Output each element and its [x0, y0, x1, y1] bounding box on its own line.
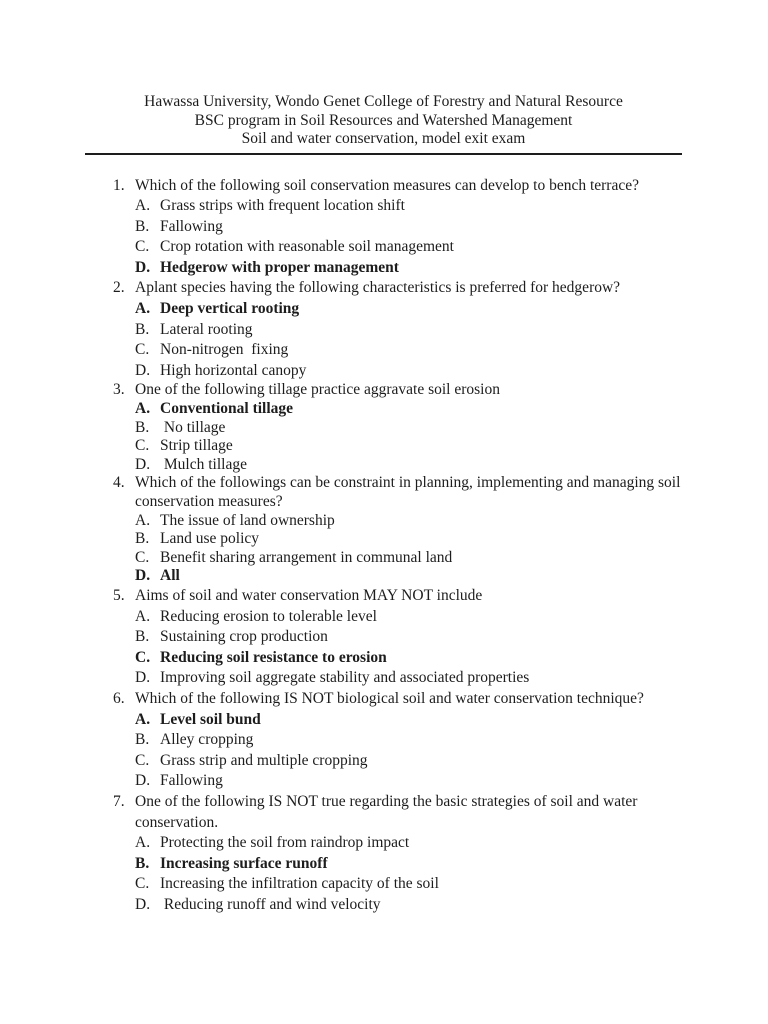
option-letter: A.	[135, 511, 151, 529]
option-row	[135, 854, 682, 875]
option-row	[135, 730, 682, 751]
option-row	[135, 217, 682, 238]
header-university-line: Hawassa University, Wondo Genet College of Forestry and Natural Resource	[144, 93, 623, 110]
option-letter: A.	[135, 400, 151, 418]
option-text: Improving soil aggregate stability and associated properties	[160, 669, 530, 687]
question-body	[135, 474, 682, 586]
option-letter: A.	[135, 607, 151, 625]
option-letter: D.	[135, 567, 151, 585]
option-text: Protecting the soil from raindrop impact	[160, 834, 410, 852]
question-text: Which of the following IS NOT biological soil and water conservation technique?	[135, 689, 644, 707]
option-row	[135, 895, 682, 916]
option-text: Alley cropping	[160, 731, 254, 749]
question-number: 7.	[113, 792, 125, 810]
option-text: Reducing soil resistance to erosion	[160, 648, 387, 666]
question-body	[135, 689, 682, 792]
option-row	[135, 549, 682, 568]
question-text: Aplant species having the following characteristics is preferred for hedgerow?	[135, 279, 621, 297]
document-header	[85, 93, 682, 149]
option-text: Increasing the infiltration capacity of the soil	[160, 875, 439, 893]
option-row	[135, 530, 682, 549]
question-body	[135, 586, 682, 689]
option-letter: C.	[135, 437, 150, 455]
option-letter: B.	[135, 854, 150, 872]
question-number: 3.	[113, 381, 125, 399]
option-row	[135, 512, 682, 531]
question-text: One of the following IS NOT true regarding the basic strategies of soil and water conservation.	[135, 792, 638, 831]
question-text: Which of the followings can be constraint in planning, implementing and managing soil conservation measures?	[135, 474, 681, 510]
option-text: Crop rotation with reasonable soil management	[160, 238, 454, 256]
option-row	[135, 320, 682, 341]
question-body	[135, 278, 682, 381]
question-item-4	[85, 474, 682, 586]
option-row	[135, 751, 682, 772]
option-letter: D.	[135, 772, 151, 790]
option-text: No tillage	[160, 418, 226, 436]
option-text: Hedgerow with proper management	[160, 258, 399, 276]
option-row	[135, 437, 682, 456]
option-letter: C.	[135, 548, 150, 566]
option-text: Deep vertical rooting	[160, 300, 300, 318]
option-row	[135, 607, 682, 628]
question-number: 1.	[113, 176, 125, 194]
option-row	[135, 299, 682, 320]
question-body	[135, 792, 682, 916]
option-letter: C.	[135, 648, 151, 666]
option-row	[135, 710, 682, 731]
option-letter: B.	[135, 217, 150, 235]
question-number: 2.	[113, 279, 125, 297]
option-letter: B.	[135, 320, 150, 338]
question-number: 4.	[113, 474, 125, 492]
option-text: Mulch tillage	[160, 455, 247, 473]
option-letter: C.	[135, 238, 150, 256]
option-letter: A.	[135, 300, 151, 318]
option-letter: B.	[135, 731, 150, 749]
header-divider	[85, 153, 682, 155]
option-letter: D.	[135, 258, 151, 276]
question-list	[85, 176, 682, 916]
question-item-3	[85, 381, 682, 474]
option-text: Grass strips with frequent location shift	[160, 197, 405, 215]
question-text: Which of the following soil conservation measures can develop to bench terrace?	[135, 176, 639, 194]
option-row	[135, 567, 682, 586]
option-text: The issue of land ownership	[160, 511, 335, 529]
question-number: 6.	[113, 689, 125, 707]
option-text: Level soil bund	[160, 710, 261, 728]
option-row	[135, 361, 682, 382]
option-row	[135, 668, 682, 689]
option-text: Strip tillage	[160, 437, 233, 455]
question-item-6	[85, 689, 682, 792]
option-row	[135, 627, 682, 648]
option-text: Grass strip and multiple cropping	[160, 751, 368, 769]
option-letter: A.	[135, 197, 151, 215]
option-letter: B.	[135, 530, 150, 548]
question-text: One of the following tillage practice aggravate soil erosion	[135, 381, 500, 399]
option-text: Increasing surface runoff	[160, 854, 328, 872]
option-row	[135, 237, 682, 258]
option-letter: C.	[135, 341, 150, 359]
option-row	[135, 419, 682, 438]
option-letter: D.	[135, 669, 151, 687]
question-body	[135, 176, 682, 279]
option-letter: D.	[135, 361, 151, 379]
option-row	[135, 648, 682, 669]
option-row	[135, 258, 682, 279]
option-row	[135, 771, 682, 792]
option-text: Benefit sharing arrangement in communal land	[160, 548, 453, 566]
question-item-7	[85, 792, 682, 916]
option-row	[135, 874, 682, 895]
option-row	[135, 456, 682, 475]
option-text: Fallowing	[160, 772, 223, 790]
option-row	[135, 196, 682, 217]
option-letter: C.	[135, 875, 150, 893]
option-letter: A.	[135, 710, 151, 728]
option-text: Land use policy	[160, 530, 260, 548]
option-letter: B.	[135, 628, 150, 646]
option-text: All	[160, 567, 180, 585]
header-course-line: Soil and water conservation, model exit exam	[241, 130, 526, 147]
option-letter: A.	[135, 834, 151, 852]
option-text: Sustaining crop production	[160, 628, 328, 646]
option-text: Lateral rooting	[160, 320, 253, 338]
header-program-line: BSC program in Soil Resources and Watershed Management	[194, 111, 573, 129]
question-item-2	[85, 278, 682, 381]
question-body	[135, 381, 682, 474]
option-row	[135, 400, 682, 419]
option-letter: D.	[135, 895, 151, 913]
option-text: Fallowing	[160, 217, 223, 235]
question-item-1	[85, 176, 682, 279]
option-text: High horizontal canopy	[160, 361, 307, 379]
option-row	[135, 340, 682, 361]
option-text: Non-nitrogen fixing	[160, 341, 289, 359]
option-text: Conventional tillage	[160, 400, 294, 418]
option-letter: C.	[135, 751, 150, 769]
option-text: Reducing runoff and wind velocity	[160, 895, 381, 913]
option-letter: D.	[135, 455, 151, 473]
option-row	[135, 833, 682, 854]
option-letter: B.	[135, 418, 150, 436]
question-text: Aims of soil and water conservation MAY NOT include	[135, 586, 483, 604]
question-number: 5.	[113, 586, 125, 604]
question-item-5	[85, 586, 682, 689]
option-text: Reducing erosion to tolerable level	[160, 607, 377, 625]
